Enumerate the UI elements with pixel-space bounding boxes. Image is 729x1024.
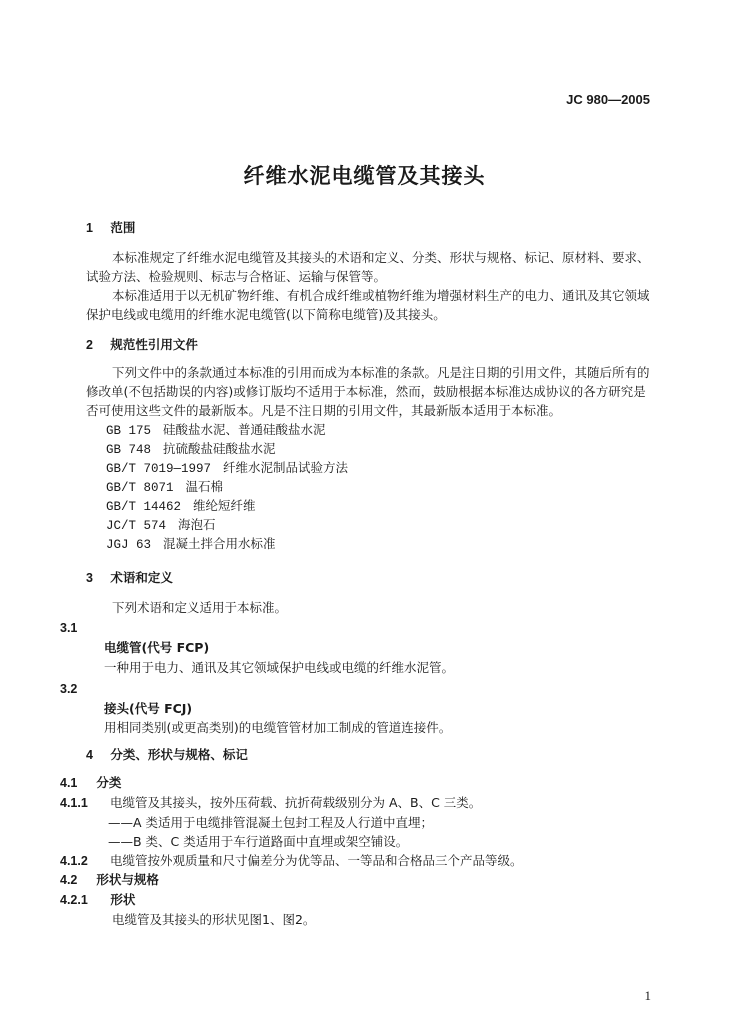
section-2-heading: 2 规范性引用文件: [86, 337, 198, 352]
reference-item: JC/T 574 海泡石: [106, 517, 216, 533]
class-bc-item: ——B 类、C 类适用于车行道路面中直埋或架空铺设。: [108, 834, 409, 849]
reference-item: GB 175 硅酸盐水泥、普通硅酸盐水泥: [106, 422, 326, 438]
clause-3-1-number: 3.1: [60, 621, 78, 635]
clause-4-2-heading: 4.2 形状与规格: [60, 872, 159, 887]
clause-4-2-1-heading: 4.2.1 形状: [60, 892, 136, 907]
term-fcj: 接头(代号 FCJ): [104, 701, 193, 716]
section-1-paragraph-1: 本标准规定了纤维水泥电缆管及其接头的术语和定义、分类、形状与规格、标记、原材料、要求、: [112, 250, 650, 265]
class-a-item: ——A 类适用于电缆排管混凝土包封工程及人行道中直埋；: [108, 815, 434, 830]
page-number: 1: [644, 988, 651, 1003]
clause-3-2-number: 3.2: [60, 682, 78, 696]
clause-4-1-1: 4.1.1 电缆管及其接头，按外压荷载、抗折荷载级别分为 A、B、C 三类。: [60, 795, 482, 810]
section-1-paragraph-2: 本标准适用于以无机矿物纤维、有机合成纤维或植物纤维为增强材料生产的电力、通讯及其它领域: [112, 288, 650, 303]
section-1-heading: 1 范围: [86, 220, 136, 235]
clause-4-1-heading: 4.1 分类: [60, 775, 122, 790]
document-title: 纤维水泥电缆管及其接头: [243, 164, 486, 188]
standard-code: JC 980—2005: [566, 92, 650, 107]
term-fcj-definition: 用相同类别(或更高类别)的电缆管管材加工制成的管道连接件。: [104, 720, 452, 735]
section-2-paragraph: 下列文件中的条款通过本标准的引用而成为本标准的条款。凡是注日期的引用文件，其随后所有的: [112, 365, 650, 380]
shape-reference-text: 电缆管及其接头的形状见图1、图2。: [112, 912, 316, 927]
term-fcp-definition: 一种用于电力、通讯及其它领域保护电线或电缆的纤维水泥管。: [104, 660, 455, 675]
section-3-intro: 下列术语和定义适用于本标准。: [112, 600, 288, 615]
section-2-paragraph-cont-2: 否可使用这些文件的最新版本。凡是不注日期的引用文件，其最新版本适用于本标准。: [86, 403, 562, 418]
reference-item: GB/T 8071 温石棉: [106, 479, 223, 495]
reference-item: GB/T 14462 维纶短纤维: [106, 498, 256, 514]
section-4-heading: 4 分类、形状与规格、标记: [86, 747, 248, 762]
reference-item: GB 748 抗硫酸盐硅酸盐水泥: [106, 441, 276, 457]
section-1-paragraph-1-cont: 试验方法、检验规则、标志与合格证、运输与保管等。: [86, 269, 387, 284]
clause-4-1-2: 4.1.2 电缆管按外观质量和尺寸偏差分为优等品、一等品和合格品三个产品等级。: [60, 853, 523, 868]
reference-item: JGJ 63 混凝土拌合用水标准: [106, 536, 276, 552]
section-2-paragraph-cont-1: 修改单(不包括勘误的内容)或修订版均不适用于本标准，然而，鼓励根据本标准达成协议的各方研究是: [86, 384, 646, 399]
section-3-heading: 3 术语和定义: [86, 570, 173, 585]
term-fcp: 电缆管(代号 FCP): [104, 640, 210, 655]
section-1-paragraph-2-cont: 保护电线或电缆用的纤维水泥电缆管(以下简称电缆管)及其接头。: [86, 307, 446, 322]
reference-item: GB/T 7019—1997 纤维水泥制品试验方法: [106, 460, 348, 476]
